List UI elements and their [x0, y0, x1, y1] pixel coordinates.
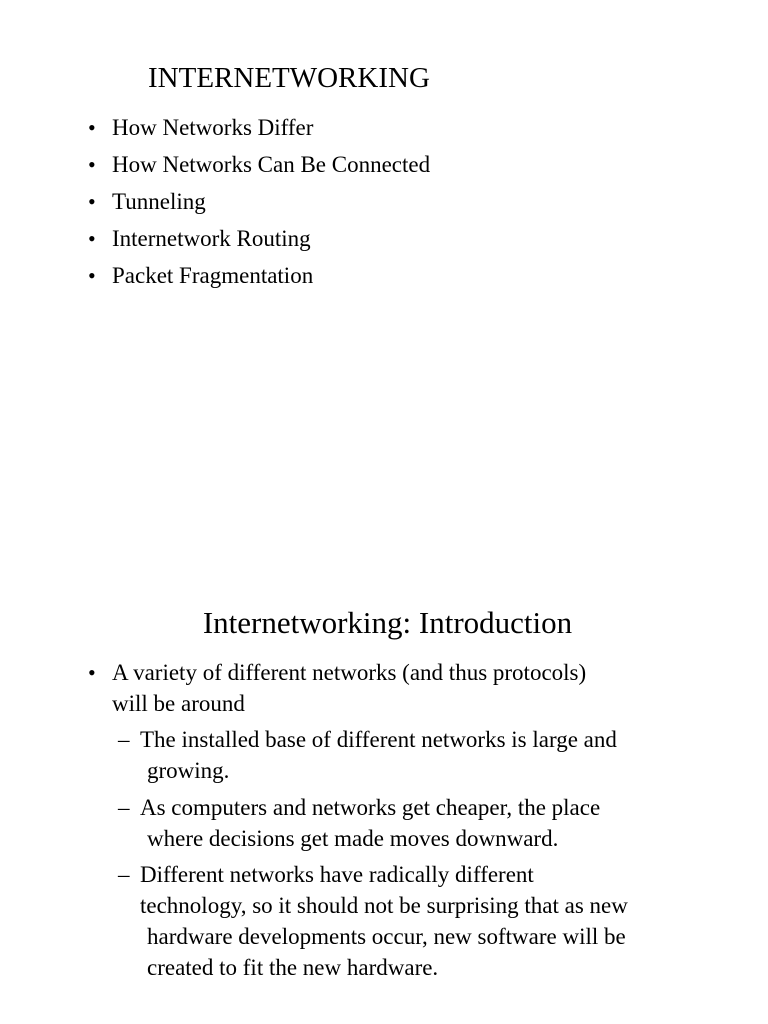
- list-item-text: How Networks Can Be Connected: [112, 152, 431, 177]
- sub-bullet-line: technology, so it should not be surprising that as new: [140, 893, 628, 918]
- bullet-icon: •: [88, 189, 96, 214]
- sub-bullet-line: hardware developments occur, new software will be: [147, 924, 626, 949]
- sub-bullet-line: growing.: [147, 758, 230, 783]
- dash-icon: –: [118, 795, 130, 820]
- sub-bullet-line: The installed base of different networks is large and: [140, 727, 617, 752]
- list-item-text: Tunneling: [112, 189, 206, 214]
- slide-title: Internetworking: Introduction: [202, 605, 573, 640]
- sub-bullet-line: Different networks have radically different: [140, 862, 534, 887]
- list-item-text: Packet Fragmentation: [112, 263, 314, 288]
- dash-icon: –: [118, 862, 130, 887]
- list-item-text: Internetwork Routing: [112, 226, 311, 251]
- bullet-icon: •: [88, 263, 96, 288]
- slide-internetworking-introduction: [0, 512, 768, 1024]
- main-bullet-line: A variety of different networks (and thus protocols): [112, 660, 587, 685]
- slide-title: INTERNETWORKING: [148, 62, 430, 94]
- sub-bullet-line: where decisions get made moves downward.: [147, 826, 559, 851]
- main-bullet-line: will be around: [112, 691, 245, 716]
- sub-bullet-line: created to fit the new hardware.: [147, 955, 439, 980]
- list-item-text: How Networks Differ: [112, 115, 314, 140]
- bullet-icon: •: [88, 660, 96, 685]
- dash-icon: –: [118, 727, 130, 752]
- sub-bullet-line: As computers and networks get cheaper, the place: [140, 795, 601, 820]
- bullet-icon: •: [88, 226, 96, 251]
- bullet-icon: •: [88, 115, 96, 140]
- bullet-icon: •: [88, 152, 96, 177]
